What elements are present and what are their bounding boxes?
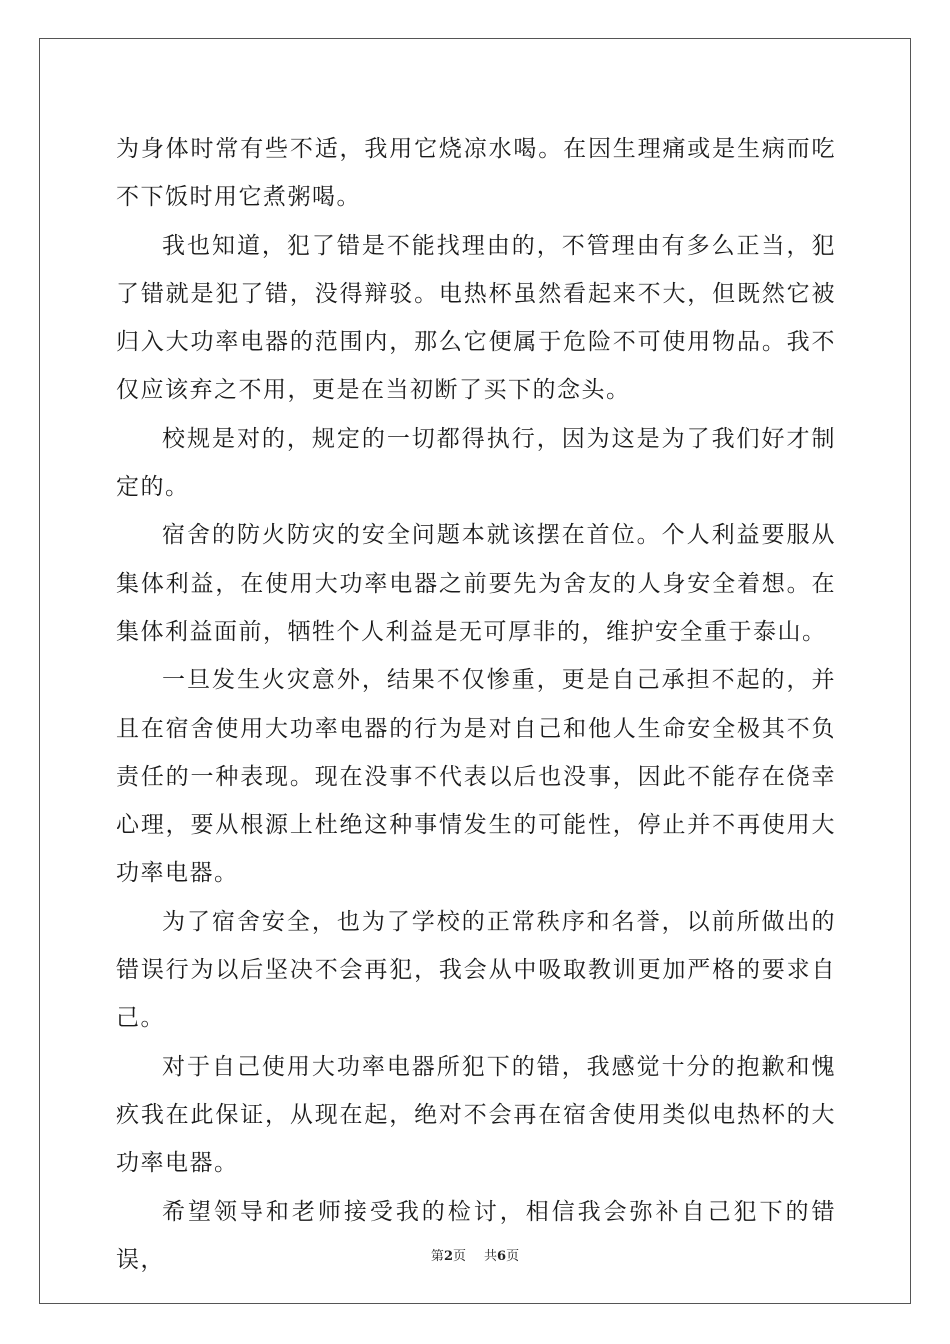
page-number: 第2页 bbox=[430, 1249, 466, 1264]
paragraph: 校规是对的，规定的一切都得执行，因为这是为了我们好才制定的。 bbox=[116, 425, 836, 501]
paragraph: 我也知道，犯了错是不能找理由的，不管理由有多么正当，犯了错就是犯了错，没得辩驳。电热杯虽然看起来不大，但既然它被归入大功率电器的范围内，那么它便属于危险不可使用物品。我不仅应该弃之不用，更是在当初断了买下的念头。 bbox=[116, 232, 836, 404]
paragraph: 对于自己使用大功率电器所犯下的错，我感觉十分的抱歉和愧疚我在此保证，从现在起，绝对不会再在宿舍使用类似电热杯的大功率电器。 bbox=[116, 1053, 836, 1177]
page-footer bbox=[0, 1248, 950, 1266]
document-body bbox=[116, 125, 836, 1284]
paragraph: 宿舍的防火防灾的安全问题本就该摆在首位。个人利益要服从集体利益，在使用大功率电器之前要先为舍友的人身安全着想。在集体利益面前，牺牲个人利益是无可厚非的，维护安全重于泰山。 bbox=[116, 522, 836, 645]
paragraph: 一旦发生火灾意外，结果不仅惨重，更是自己承担不起的，并且在宿舍使用大功率电器的行为是对自己和他人生命安全极其不负责任的一种表现。现在没事不代表以后也没事，因此不能存在侥幸心理，要从根源上杜绝这种事情发生的可能性，停止并不再使用大功率电器。 bbox=[116, 667, 836, 887]
paragraph: 为了宿舍安全，也为了学校的正常秩序和名誉，以前所做出的错误行为以后坚决不会再犯，我会从中吸取教训更加严格的要求自己。 bbox=[116, 908, 836, 1032]
paragraph: 希望领导和老师接受我的检讨，相信我会弥补自己犯下的错误， bbox=[116, 1198, 836, 1273]
paragraph-continued: 为身体时常有些不适，我用它烧凉水喝。在因生理痛或是生病而吃不下饭时用它煮粥喝。 bbox=[116, 136, 836, 211]
page-total: 共6页 bbox=[484, 1249, 520, 1264]
